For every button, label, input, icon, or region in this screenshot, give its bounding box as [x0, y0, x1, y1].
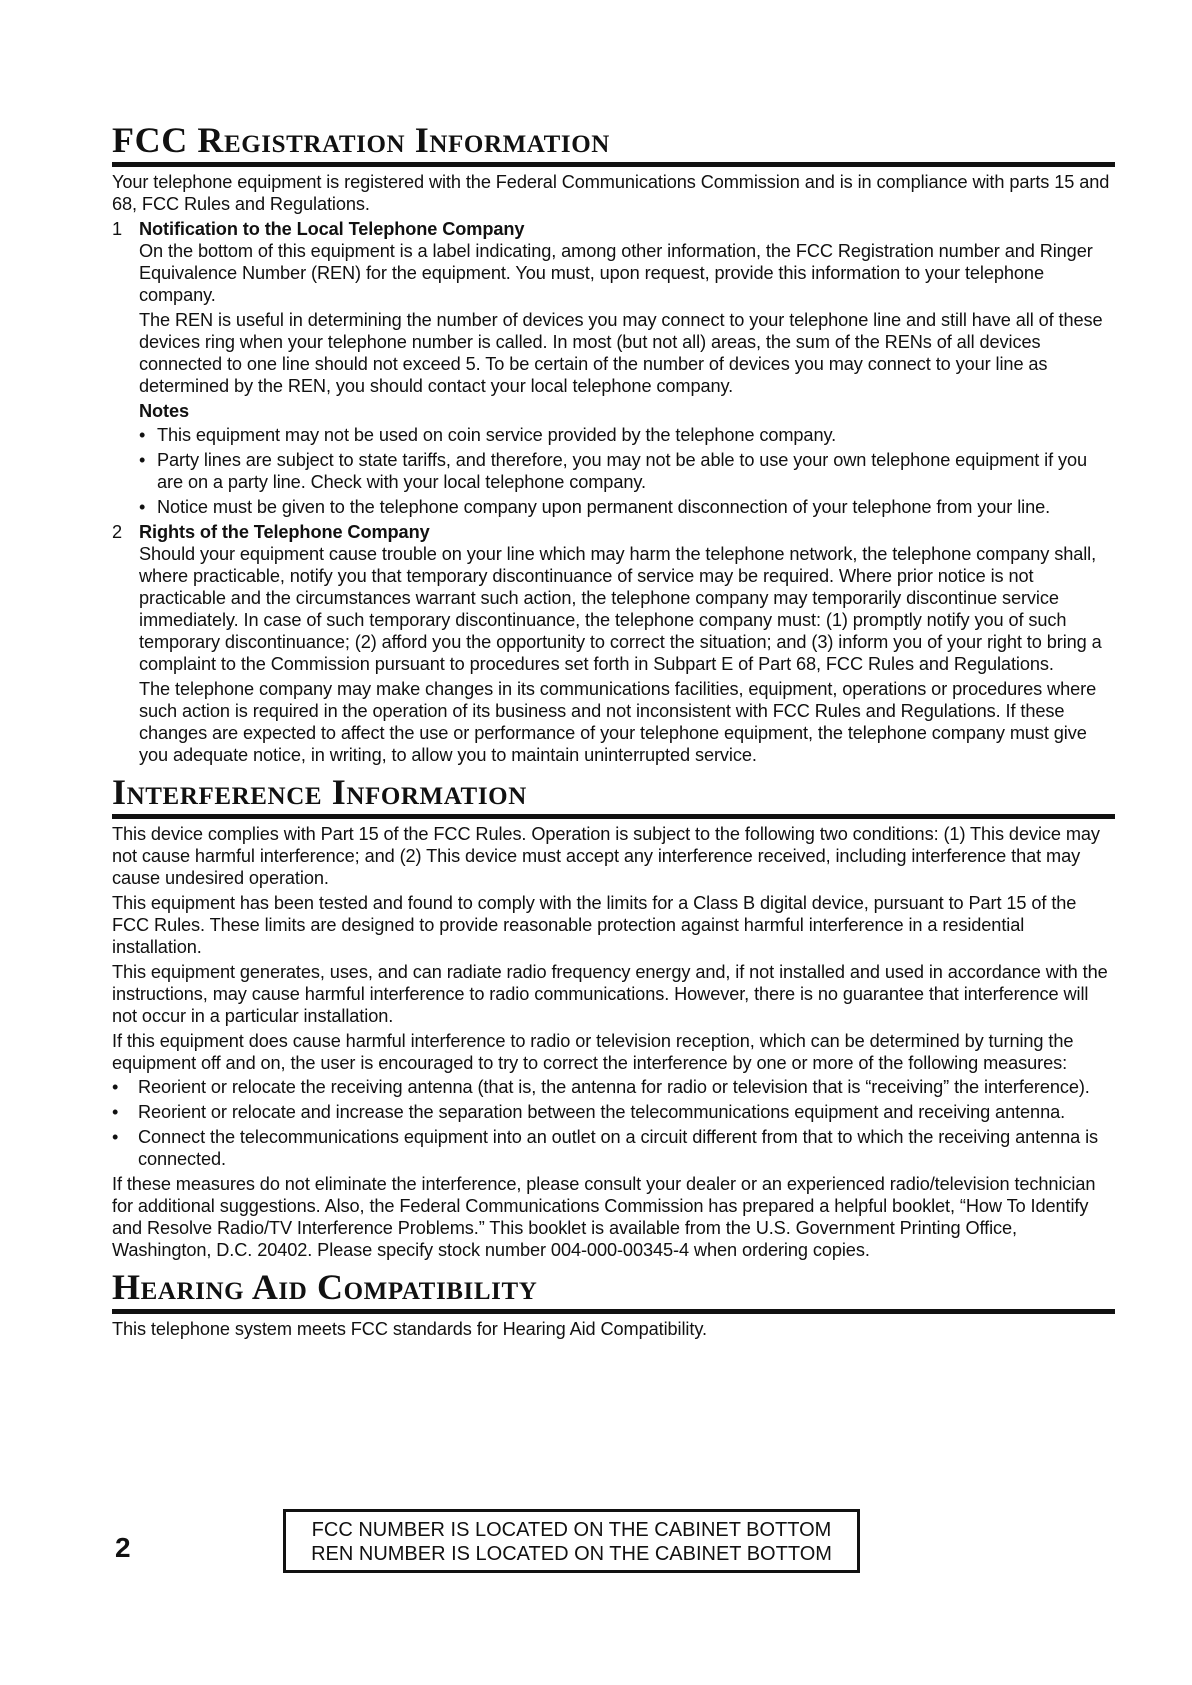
page-number: 2	[115, 1532, 131, 1563]
list-item: • Party lines are subject to state tariffs, and therefore, you may not be able to use your own telephone equipment if you are on a party line. Check with your local telephone company.	[139, 450, 1088, 492]
item-title-rights: Rights of the Telephone Company	[139, 522, 430, 542]
notes-list	[112, 424, 1115, 518]
interference-paragraph-1: This device complies with Part 15 of the FCC Rules. Operation is subject to the following two conditions: (1) This device may not cause harmful interference; and (2) This device must accept any interference received, including interference that may cause undesired operation.	[112, 824, 1100, 888]
interference-paragraph-3: This equipment generates, uses, and can radiate radio frequency energy and, if not installed and used in accordance with the instructions, may cause harmful interference to radio communications. However, there is no guarantee that interference will not occur in a particular installation.	[112, 962, 1108, 1026]
list-item: • This equipment may not be used on coin service provided by the telephone company.	[139, 425, 837, 445]
item-number: 1	[112, 219, 123, 239]
ren-number-location: REN NUMBER IS LOCATED ON THE CABINET BOTTOM	[311, 1543, 832, 1565]
fcc-item-1	[112, 218, 1115, 240]
section-title-interference: Interference Information	[112, 772, 1115, 819]
list-item: • Connect the telecommunications equipment into an outlet on a circuit different from that to which the receiving antenna is connected.	[112, 1127, 1099, 1169]
rights-paragraph-2: The telephone company may make changes in its communications facilities, equipment, operations or procedures where such action is required in the operation of its business and not inconsistent with FCC Rules and Regulations. If these changes are expected to affect the use or performance of your telephone equipment, the telephone company must give you adequate notice, in writing, to allow you to maintain uninterrupted service.	[139, 679, 1097, 765]
section-title-hearing-aid: Hearing Aid Compatibility	[112, 1267, 1115, 1314]
item-number: 2	[112, 522, 123, 542]
section-title-fcc-registration: FCC Registration Information	[112, 120, 1115, 167]
bullet-icon: •	[139, 425, 146, 445]
notification-paragraph-2: The REN is useful in determining the number of devices you may connect to your telephone line and still have all of these devices ring when your telephone number is called. In most (but not all) areas, the sum of the RENs of all devices connected to one line should not exceed 5. To be certain of the number of devices you may connect to your line as determined by the REN, you should contact your local telephone company.	[139, 310, 1103, 396]
interference-paragraph-2: This equipment has been tested and found to comply with the limits for a Class B digital device, pursuant to Part 15 of the FCC Rules. These limits are designed to provide reasonable protection against harmful interference in a residential installation.	[112, 893, 1077, 957]
cabinet-notice-box	[283, 1509, 860, 1573]
bullet-icon: •	[112, 1077, 119, 1097]
list-item: • Notice must be given to the telephone company upon permanent disconnection of your telephone from your line.	[139, 497, 1051, 517]
fcc-item-2	[112, 521, 1115, 543]
list-item: • Reorient or relocate and increase the separation between the telecommunications equipment and receiving antenna.	[112, 1102, 1066, 1122]
interference-paragraph-4: If this equipment does cause harmful interference to radio or television reception, which can be determined by turning the equipment off and on, the user is encouraged to try to correct the interference by one or more of the following measures:	[112, 1031, 1074, 1073]
bullet-icon: •	[112, 1127, 119, 1147]
list-item: • Reorient or relocate the receiving antenna (that is, the antenna for radio or television that is “receiving” the interference).	[112, 1077, 1090, 1097]
fcc-number-location: FCC NUMBER IS LOCATED ON THE CABINET BOTTOM	[311, 1519, 832, 1541]
fcc-intro-paragraph: Your telephone equipment is registered with the Federal Communications Commission and is in compliance with parts 15 and 68, FCC Rules and Regulations.	[112, 172, 1110, 214]
hearing-aid-paragraph: This telephone system meets FCC standards for Hearing Aid Compatibility.	[112, 1319, 707, 1339]
notification-paragraph-1: On the bottom of this equipment is a label indicating, among other information, the FCC Registration number and Ringer Equivalence Number (REN) for the equipment. You must, upon request, provide this information to your telephone company.	[139, 241, 1093, 305]
bullet-icon: •	[139, 450, 146, 470]
notes-heading: Notes	[139, 401, 190, 421]
measures-list	[112, 1076, 1115, 1170]
rights-paragraph-1: Should your equipment cause trouble on your line which may harm the telephone network, the telephone company shall, where practicable, notify you that temporary discontinuance of service may be required. Where prior notice is not practicable and the circumstances warrant such action, the telephone company may temporarily discontinue service immediately. In case of such temporary discontinuance, the telephone company must: (1) promptly notify you of such temporary discontinuance; (2) afford you the opportunity to correct the situation; and (3) inform you of your right to bring a complaint to the Commission pursuant to procedures set forth in Subpart E of Part 68, FCC Rules and Regulations.	[139, 544, 1102, 674]
document-page	[112, 120, 1115, 1340]
bullet-icon: •	[112, 1102, 119, 1122]
bullet-icon: •	[139, 497, 146, 517]
item-title-notification: Notification to the Local Telephone Company	[139, 219, 525, 239]
interference-paragraph-5: If these measures do not eliminate the interference, please consult your dealer or an experienced radio/television technician for additional suggestions. Also, the Federal Communications Commission has prepared a helpful booklet, “How To Identify and Resolve Radio/TV Interference Problems.” This booklet is available from the U.S. Government Printing Office, Washington, D.C. 20402. Please specify stock number 004-000-00345-4 when ordering copies.	[112, 1174, 1096, 1260]
